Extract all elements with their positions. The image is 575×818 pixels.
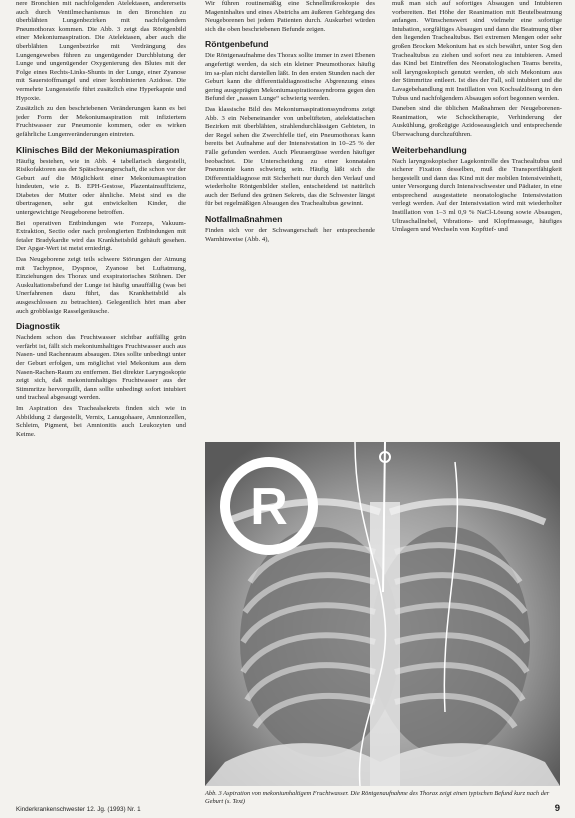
text-column-2 [205, 0, 375, 436]
stamp-letter: R [250, 478, 288, 536]
section-heading: Klinisches Bild der Mekoniumaspiration [16, 144, 180, 155]
chest-xray-figure [205, 442, 560, 786]
xray-image [205, 442, 560, 786]
section-heading: Notfallmaßnahmen [205, 214, 283, 225]
paragraph: Im Aspiration des Trachealsekrets finden sich wie in Abbildung 2 dargestellt, Vernix, Lanugohaare, Amnionzellen, Schleim, Pigment, bei Amnionitis auch Leukozyten und Keime. [16, 404, 186, 438]
section-heading: Röntgenbefund [205, 39, 269, 50]
paragraph: Bei operativen Entbindungen wie Forzeps, Vakuum-Extraktion, Sectio oder nach prolongierten Entbindungen mit fetaler Bradykardie wird das Krankheitsbild gehäuft gesehen. Der Apgar-Wert ist meist erniedrigt. [16, 219, 186, 253]
section-heading: Weiterbehandlung [392, 144, 467, 155]
paragraph: Wir führen routinemäßig eine Schnellmikroskopie des Mageninhaltes und eines Abstrichs am äußeren Gehörgang des Neugeborenen bei jedem Patienten durch. Auskurbei würden sich die oben beschriebenen Befunde zeigen. [205, 0, 375, 33]
page-footer [16, 805, 560, 817]
paragraph: muß man sich auf sofortiges Absaugen und Intubieren vorbereiten. Bei Höhe der Reanimation mit Beutelbeatmung anfangen. Wünschenswert sind vielmehr eine sofortige Intubation, sorgfältiges Absaugen und dann die Beatmung über den liegenden Trachealtubus. Bei extremen Mengen oder sehr großen Brocken Mekonium hat es sich bewährt, unter Sog den Trachealtubus zu ziehen und sofort neu zu intubieren. Amed das Kind bei Eintreffen des Neonatologischen Teams bereits, soll laryngoskopisch genutzt werden, ob sich Mekonium aus der Stimmritze entleert. Ist dies der Fall, soll intubiert und die Lavagebehandlung mit Instillation von Kochsalzlösung in den Tubus und nachfolgendem Absaugen sofort begonnen werden. [392, 0, 562, 102]
paragraph: Die Röntgenaufnahme des Thorax sollte immer in zwei Ebenen angefertigt werden, da sich ein kleiner Pneumothorax häufig im sa-plan nicht darstellen läßt. In den ersten Stunden nach der Geburt kann die differentialdiagnostische Abgrenzung eines gering ausgeprägten Mekoniumaspirationssyndroms gegen den Befund der „nassen Lunge“ schwierig werden. [205, 52, 375, 103]
paragraph: Das Neugeborene zeigt teils schwere Störungen der Atmung mit Tachypnoe, Dyspnoe, Zyanose bei Luftatmung, Einziehungen des Thorax und exspiratorisches Stöhnen. Der Auskultationsbefund der Lunge ist häufig unauffällig (was bei Unerfahrenen dazu führt, das Krankheitsbild als ausgeschlossen zu betrachten). Gelegentlich hört man aber auch grobblasige Rasselgeräusche. [16, 256, 186, 315]
section-heading: Diagnostik [16, 321, 60, 332]
text-column-1 [16, 0, 186, 800]
text-column-3 [392, 0, 562, 436]
paragraph: Das klassische Bild des Mekoniumaspirationssyndroms zeigt Abb. 3 ein Nebeneinander von unbelüfteten, atelektatischen Bezirken mit überblähten, strahlendurchlässigen Gebieten, in der Regel sehen die Zwerchfelle tief, ein Pneumothorax kann bereits bei Aufnahme auf der Intensivstation in 10–25 % der Fälle gefunden werden. Auch Pleuraergüsse werden häufiger beobachtet. Die Unterscheidung zu einer konnatalen Pneumonie kann schwierig sein. Häufig läßt sich die Differentialdiagnose mit Sicherheit nur durch den Verlauf und wiederholte Röntgenbilder stellen, entscheidend ist natürlich auch der Befund des grünen Sekrets, das die Schwester längst für bei regelmäßigen Absaugen des Trachealtubus gewinnt. [205, 105, 375, 208]
paragraph: Zusätzlich zu den beschriebenen Veränderungen kann es bei jeder Form der Mekoniumaspiration mit infiziertem Fruchtwasser zur Pneumonie kommen, oder es wirken gefährliche Lungenveränderungen eintreten. [16, 105, 186, 138]
journal-reference: Kinderkrankenschwester 12. Jg. (1993) Nr. 1 [16, 806, 141, 813]
paragraph: Finden sich vor der Schwangerschaft her entsprechende Warnhinweise (Abb. 4), [205, 227, 375, 243]
paragraph: Nachdem schon das Fruchtwasser sichtbar auffällig grün verfärbt ist, fällt sich mekoniumhaltiges Fruchtwasser auch aus Nasen- und Rachenraum absaugen. Dies sollte unbedingt unter der Geburt erfolgen, um möglichst viel Mekonium aus dem Nasen-Rachen-Raum zu entfernen. Bei direkter Laryngoskopie zeigt sich, daß mekoniumhaltiges Fruchtwasser aus der Stimmritze hervorquillt, dann sollte unbedingt sofort intubiert und tracheal abgesaugt werden. [16, 334, 186, 402]
paragraph: Nach laryngoskopischer Lagekontrolle des Trachealtubus und sicherer Fixation desselben, muß die Transportfähigkeit hergestellt und dann das Kind mit der mobilen Intensiveinheit, unter Versorgung durch Intensivschwester und Pädiater, in eine entsprechend ausgestattete neonatologische Intensivstation verlegt werden. Auf der Intensivstation wird mit wiederholter Instillation von 1–3 ml 0,9 % NaCl-Lösung sowie Absaugen, Ultraschallnebel, Vibrations- und Klopfmassage, häufiges Umlagern und Wechseln von Kopftief- und [392, 157, 562, 234]
paragraph: Daneben sind die üblichen Maßnahmen der Neugeborenen-Reanimation, wie Schocktherapie, Verhinderung der Auskühlung, großzügige Azidoseausgleich und entsprechende Überwachung durchzuführen. [392, 105, 562, 138]
paragraph: nere Bronchien mit nachfolgenden Atelektasen, andererseits auch durch Ventilmechanismus in den Bronchien zu überblähten Lungenbezirken mit nachfolgendem Pneumothorax kommen. Die Abb. 3 zeigt das Röntgenbild einer Mekoniumaspiration. Die Atelektasen, aber auch die überblähten Lungenbezirke mit Verdrängung des Lungengewebes führen zu ungenügender Durchblutung der Lunge und ungenügender Oxygenierung des Blutes mit der Folge eines Rechts-Links-Shunts in der Lunge, einer Zyanose mit Sauerstoffmangel und einer kombinierten Azidose. Die vermehrte Lungensteife führt zusätzlich eine Hyperkapnie und Hypoxie. [16, 0, 186, 102]
figure-caption: Abb. 3 Aspiration von mekoniumhaltigem Fruchtwasser. Die Röntgenaufnahme des Thorax zeigt einen typischen Befund kurz nach der Geburt (s. Text) [205, 790, 550, 805]
page-number: 9 [554, 803, 560, 814]
paragraph: Häufig bestehen, wie in Abb. 4 tabellarisch dargestellt, Risikofaktoren aus der Spätschwangerschaft, die schon vor der Geburt auf die Möglichkeit einer Mekoniumaspiration hindeuten, wie z. B. EPH-Gestose, Plazentainsuffizienz, Diabetes der Mutter oder ähnliche. Meist sind es die übertragenen, sehr gut entwickelten Kinder, die untergewichtige Neugeborene betroffen. [16, 157, 186, 217]
